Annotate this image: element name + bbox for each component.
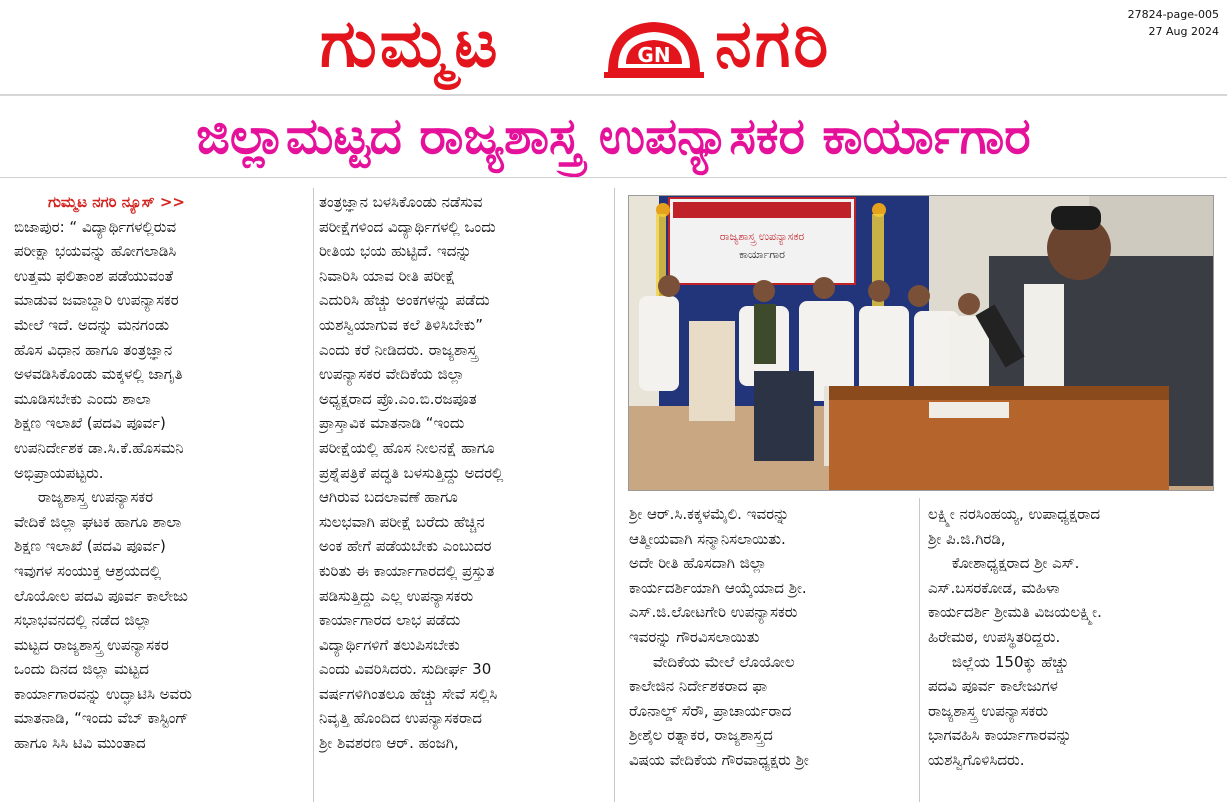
article-line: ವರ್ಷಗಳಿಗಿಂತಲೂ ಹೆಚ್ಚು ಸೇವೆ ಸಲ್ಲಿಸಿ <box>319 684 498 703</box>
article-line: ಒಂದು ದಿನದ ಜಿಲ್ಲಾ ಮಟ್ಟದ <box>14 660 149 679</box>
article-line: ಕಾರ್ಯದರ್ಶಿ ಶ್ರೀಮತಿ ವಿಜಯಲಕ್ಷ್ಮೀ. <box>928 603 1102 622</box>
masthead-right-word: ನಗರಿ <box>715 5 832 82</box>
article-line: ತಂತ್ರಜ್ಞಾನ ಬಳಸಿಕೊಂಡು ನಡೆಸುವ <box>319 193 483 211</box>
article-line: ಪ್ರಾಸ್ತಾವಿಕ ಮಾತನಾಡಿ “ಇಂದು <box>319 414 465 433</box>
event-photo <box>628 195 1214 491</box>
article-line: ಕಾರ್ಯಾಗಾರವನ್ನು ಉದ್ಘಾಟಿಸಿ ಅವರು <box>14 684 192 703</box>
article-line: ಕೋಶಾಧ್ಯಕ್ಷರಾದ ಶ್ರೀ ಎಸ್. <box>928 554 1080 573</box>
article-line: ಲಕ್ಷ್ಮೀ ನರಸಿಂಹಯ್ಯ, ಉಪಾಧ್ಯಕ್ಷರಾದ <box>928 505 1101 523</box>
article-line: ಉತ್ತಮ ಫಲಿತಾಂಶ ಪಡೆಯುವಂತೆ <box>14 266 174 285</box>
article-line: ವಿಷಯ ವೇದಿಕೆಯ ಗೌರವಾಧ್ಯಕ್ಷರು ಶ್ರೀ <box>629 750 809 769</box>
article-line: ಪದವಿ ಪೂರ್ವ ಕಾಲೇಜುಗಳ <box>928 677 1058 696</box>
column-divider <box>313 188 314 802</box>
article-line: ಅಧ್ಯಕ್ಷರಾದ ಪ್ರೊ.ಎಂ.ಬಿ.ರಜಪೂತ <box>319 389 477 408</box>
article-line: ಪ್ರಶ್ನೆಪತ್ರಿಕೆ ಪದ್ಧತಿ ಬಳಸುತ್ತಿದ್ದು ಅದರಲ್ಲಿ <box>319 463 504 482</box>
article-line: ಎಂದು ಕರೆ ನೀಡಿದರು. ರಾಜ್ಯಶಾಸ್ತ್ರ <box>319 340 478 359</box>
article-line: ಭಾಗವಹಿಸಿ ಕಾರ್ಯಾಗಾರವನ್ನು <box>928 726 1072 745</box>
article-line: ಕುರಿತು ಈ ಕಾರ್ಯಾಗಾರದಲ್ಲಿ ಪ್ರಸ್ತುತ <box>319 561 495 580</box>
article-column-1 <box>14 190 308 756</box>
article-line: ಉಪನಿರ್ದೇಶಕ ಡಾ.ಸಿ.ಕೆ.ಹೊಸಮನಿ <box>14 438 184 457</box>
article-line: ಯಶಸ್ವಿಯಾಗುವ ಕಲೆ ತಿಳಿಸಿಬೇಕು” <box>319 315 483 334</box>
article-line: ಪರೀಕ್ಷೆಗಳಿಂದ ವಿದ್ಯಾರ್ಥಿಗಳಲ್ಲಿ ಒಂದು <box>319 217 496 236</box>
article-line: ಮೂಡಿಸಬೇಕು ಎಂದು ಶಾಲಾ <box>14 389 151 408</box>
article-line: ಉಪನ್ಯಾಸಕರ ವೇದಿಕೆಯ ಜಿಲ್ಲಾ <box>319 365 465 384</box>
article-line: ಶ್ರೀ ಶಿವಶರಣ ಆರ್. ಹಂಜಗಿ, <box>319 734 459 753</box>
article-line: ಶಿಕ್ಷಣ ಇಲಾಖೆ (ಪದವಿ ಪೂರ್ವ) <box>14 537 166 556</box>
article-line: ಅಳವಡಿಸಿಕೊಂಡು ಮಕ್ಕಳಲ್ಲಿ ಜಾಗೃತಿ <box>14 365 183 384</box>
article-line: ವೇದಿಕೆಯ ಮೇಲೆ ಲೊಯೋಲ <box>629 652 795 671</box>
article-line: ಎದುರಿಸಿ ಹೆಚ್ಚು ಅಂಕಗಳನ್ನು ಪಡೆದು <box>319 291 490 310</box>
page-date: 27 Aug 2024 <box>1148 25 1219 38</box>
article-line: ಲೊಯೋಲ ಪದವಿ ಪೂರ್ವ ಕಾಲೇಜು <box>14 586 188 605</box>
page-info <box>1128 6 1219 40</box>
article-line: ಎಸ್.ಜಿ.ಲೋಟಗೇರಿ ಉಪನ್ಯಾಸಕರು <box>629 603 798 622</box>
article-line: ರಾಜ್ಯಶಾಸ್ತ್ರ ಉಪನ್ಯಾಸಕರು <box>928 701 1048 720</box>
article-line: ಶ್ರೀಶೈಲ ರತ್ನಾಕರ, ರಾಜ್ಯಶಾಸ್ತ್ರದ <box>629 726 773 745</box>
article-line: ಪರೀಕ್ಷೆಯಲ್ಲಿ ಹೊಸ ನೀಲನಕ್ಷೆ ಹಾಗೂ <box>319 438 495 457</box>
byline: ಗುಮ್ಮಟ ನಗರಿ ನ್ಯೂಸ್ >> <box>48 193 185 211</box>
article-line: ಶ್ರೀ ಪಿ.ಜಿ.ಗಿರಡಿ, <box>928 529 1006 548</box>
article-line: ಅಂಕ ಹೇಗೆ ಪಡೆಯಬೇಕು ಎಂಬುದರ <box>319 537 492 556</box>
article-column-3 <box>629 502 911 773</box>
article-line: ರೊನಾಲ್ಡ್ ಸೆರೌ, ಪ್ರಾಚಾರ್ಯರಾದ <box>629 701 792 720</box>
article-line: ಕಾರ್ಯದರ್ಶಿಯಾಗಿ ಆಯ್ಕೆಯಾದ ಶ್ರೀ. <box>629 578 807 597</box>
article-line: ಮೇಲೆ ಇದೆ. ಅದನ್ನು ಮನಗಂಡು <box>14 315 170 334</box>
article-line: ಜಿಲ್ಲೆಯ 150ಕ್ಕು ಹೆಚ್ಚು <box>928 652 1069 671</box>
article-line: ಇವುಗಳ ಸಂಯುಕ್ತ ಆಶ್ರಯದಲ್ಲಿ <box>14 561 162 580</box>
headline: ಜಿಲ್ಲಾಮಟ್ಟದ ರಾಜ್ಯಶಾಸ್ತ್ರ ಉಪನ್ಯಾಸಕರ ಕಾರ್ಯಾಗಾರ <box>196 107 1031 165</box>
article-line: ಹಿರೇಮಠ, ಉಪಸ್ಥಿತರಿದ್ದರು. <box>928 627 1061 646</box>
article-line: ಅಭಿಪ್ರಾಯಪಟ್ಟರು. <box>14 463 104 482</box>
article-column-4 <box>928 502 1213 773</box>
article-line: ವಿದ್ಯಾರ್ಥಿಗಳಿಗೆ ತಲುಪಿಸಬೇಕು <box>319 635 460 654</box>
article-line: ಎಸ್.ಬಸರಕೋಡ, ಮಹಿಳಾ <box>928 578 1060 597</box>
article-line: ಸುಲಭವಾಗಿ ಪರೀಕ್ಷೆ ಬರೆದು ಹೆಚ್ಚಿನ <box>319 512 485 531</box>
headline-rule <box>0 177 1227 178</box>
article-line: ಕಾಲೇಜಿನ ನಿರ್ದೇಶಕರಾದ ಫಾ <box>629 677 768 696</box>
article-column-2 <box>319 190 606 756</box>
article-line: ನಿವಾರಿಸಿ ಯಾವ ರೀತಿ ಪರೀಕ್ಷೆ <box>319 266 456 285</box>
article-line: ಹೊಸ ವಿಧಾನ ಹಾಗೂ ತಂತ್ರಜ್ಞಾನ <box>14 340 173 359</box>
article-line: ಪರೀಕ್ಷಾ ಭಯವನ್ನು ಹೋಗಲಾಡಿಸಿ <box>14 242 177 261</box>
article-line: ಎಂದು ವಿವರಿಸಿದರು. ಸುದೀರ್ಘ 30 <box>319 660 492 679</box>
article-line: ಆಗಿರುವ ಬದಲಾವಣೆ ಹಾಗೂ <box>319 488 458 507</box>
banner-line: ರಾಜ್ಯಶಾಸ್ತ್ರ ಉಪನ್ಯಾಸಕರ <box>719 230 805 243</box>
masthead-logo-icon <box>600 18 708 80</box>
article-line: ನಿವೃತ್ತಿ ಹೊಂದಿದ ಉಪನ್ಯಾಸಕರಾದ <box>319 709 482 728</box>
article-line: ಶ್ರೀ ಆರ್.ಸಿ.ಕಕ್ಕಳಮೈಲಿ. ಇವರನ್ನು <box>629 505 790 523</box>
article-line: ಯಶಸ್ವಿಗೊಳಿಸಿದರು. <box>928 750 1025 769</box>
article-line: ವೇದಿಕೆ ಜಿಲ್ಲಾ ಘಟಕ ಹಾಗೂ ಶಾಲಾ <box>14 512 182 531</box>
masthead <box>320 2 910 90</box>
banner-line: ಕಾರ್ಯಾಗಾರ <box>739 248 785 261</box>
article-line: ಮಾಡುವ ಜವಾಬ್ದಾರಿ ಉಪನ್ಯಾಸಕರ <box>14 291 179 310</box>
article-line: ಇವರನ್ನು ಗೌರವಿಸಲಾಯಿತು <box>629 627 760 646</box>
article-line: ಮಾತನಾಡಿ, “ಇಂದು ವೆಬ್ ಕಾಸ್ಟಿಂಗ್ <box>14 709 189 728</box>
page-id: 27824-page-005 <box>1127 8 1219 21</box>
column-divider <box>614 188 615 802</box>
article-line: ಪಡಿಸುತ್ತಿದ್ದು ಎಲ್ಲ ಉಪನ್ಯಾಸಕರು <box>319 586 474 605</box>
article-line: ಆತ್ಮೀಯವಾಗಿ ಸನ್ಮಾನಿಸಲಾಯಿತು. <box>629 529 786 548</box>
article-line: ರಾಜ್ಯಶಾಸ್ತ್ರ ಉಪನ್ಯಾಸಕರ <box>14 488 154 507</box>
event-photo-illustration <box>629 196 1213 490</box>
article-line: ಹಾಗೂ ಸಿಸಿ ಟಿವಿ ಮುಂತಾದ <box>14 734 146 753</box>
article-line: ಸಭಾಭವನದಲ್ಲಿ ನಡೆದ ಜಿಲ್ಲಾ <box>14 611 152 630</box>
article-line: ರೀತಿಯ ಭಯ ಹುಟ್ಟಿದೆ. ಇದನ್ನು <box>319 242 472 261</box>
article-line: ಅದೇ ರೀತಿ ಹೊಸದಾಗಿ ಜಿಲ್ಲಾ <box>629 554 767 573</box>
article-line: ಬಿಜಾಪುರ: “ ವಿದ್ಯಾರ್ಥಿಗಳಲ್ಲಿರುವ <box>14 217 177 236</box>
article-line: ಶಿಕ್ಷಣ ಇಲಾಖೆ (ಪದವಿ ಪೂರ್ವ) <box>14 414 166 433</box>
article-line: ಕಾರ್ಯಾಗಾರದ ಲಾಭ ಪಡೆದು <box>319 611 461 630</box>
article-line: ಮಟ್ಟದ ರಾಜ್ಯಶಾಸ್ತ್ರ ಉಪನ್ಯಾಸಕರ <box>14 635 169 654</box>
masthead-left-word: ಗುಮ್ಮಟ <box>320 5 501 82</box>
masthead-logo-text: GN <box>637 43 671 67</box>
column-divider <box>919 498 920 802</box>
